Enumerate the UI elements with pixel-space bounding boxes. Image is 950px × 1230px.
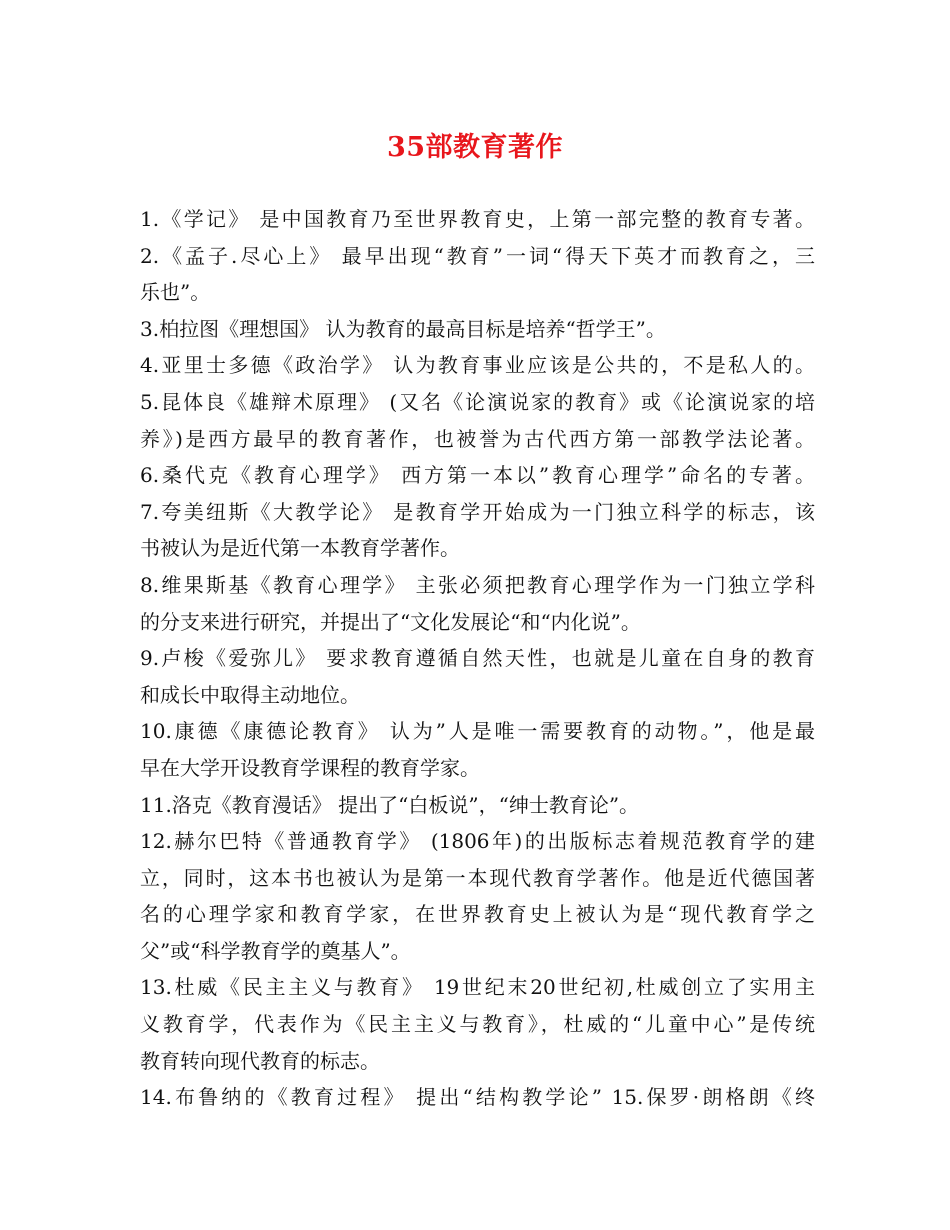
- body-line: 2.《孟子.尽心上》 最早出现“教育”一词“得天下英才而教育之，三: [140, 243, 815, 268]
- body-line: 立，同时，这本书也被认为是第一本现代教育学著作。他是近代德国著: [140, 865, 815, 890]
- body-line: 9.卢梭《爱弥儿》 要求教育遵循自然天性，也就是儿童在自身的教育: [140, 646, 815, 671]
- body-line: 7.夸美纽斯《大教学论》 是教育学开始成为一门独立科学的标志，该: [140, 499, 815, 524]
- body-line: 13.杜威《民主主义与教育》 19世纪末20世纪初,杜威创立了实用主: [140, 975, 815, 1000]
- body-line: 名的心理学家和教育学家，在世界教育史上被认为是“现代教育学之: [140, 902, 815, 927]
- body-line: 11.洛克《教育漫话》 提出了“白板说”，“绅士教育论”。: [140, 792, 640, 817]
- body-line: 和成长中取得主动地位。: [140, 682, 360, 707]
- body-line: 父”或“科学教育学的奠基人”。: [140, 938, 411, 963]
- document-title: 35部教育著作: [386, 132, 564, 163]
- body-line: 14.布鲁纳的《教育过程》 提出“结构教学论” 15.保罗·朗格朗《终: [140, 1085, 815, 1110]
- body-line: 书被认为是近代第一本教育学著作。: [140, 536, 460, 561]
- body-line: 的分支来进行研究，并提出了“文化发展论“和“内化说”。: [140, 609, 641, 634]
- body-line: 12.赫尔巴特《普通教育学》 (1806年)的出版标志着规范教育学的建: [140, 829, 815, 854]
- body-line: 乐也”。: [140, 280, 211, 305]
- document-body: [140, 201, 815, 1116]
- body-line: 1.《学记》 是中国教育乃至世界教育史，上第一部完整的教育专著。: [140, 207, 815, 231]
- body-line: 义教育学，代表作为《民主主义与教育》，杜威的“儿童中心”是传统: [140, 1012, 815, 1037]
- body-line: 早在大学开设教育学课程的教育学家。: [140, 755, 480, 780]
- body-line: 6.桑代克《教育心理学》 西方第一本以”教育心理学”命名的专著。: [140, 463, 815, 488]
- body-line: 教育转向现代教育的标志。: [140, 1048, 380, 1073]
- body-line: 养》)是西方最早的教育著作，也被誉为古代西方第一部教学法论著。: [140, 426, 815, 451]
- body-line: 10.康德《康德论教育》 认为”人是唯一需要教育的动物。”，他是最: [140, 719, 815, 744]
- body-line: 3.柏拉图《理想国》 认为教育的最高目标是培养“哲学王”。: [140, 316, 666, 341]
- body-line: 5.昆体良《雄辩术原理》 (又名《论演说家的教育》或《论演说家的培: [140, 389, 815, 414]
- body-line: 4.亚里士多德《政治学》 认为教育事业应该是公共的，不是私人的。: [140, 353, 815, 378]
- body-line: 8.维果斯基《教育心理学》 主张必须把教育心理学作为一门独立学科: [140, 572, 815, 597]
